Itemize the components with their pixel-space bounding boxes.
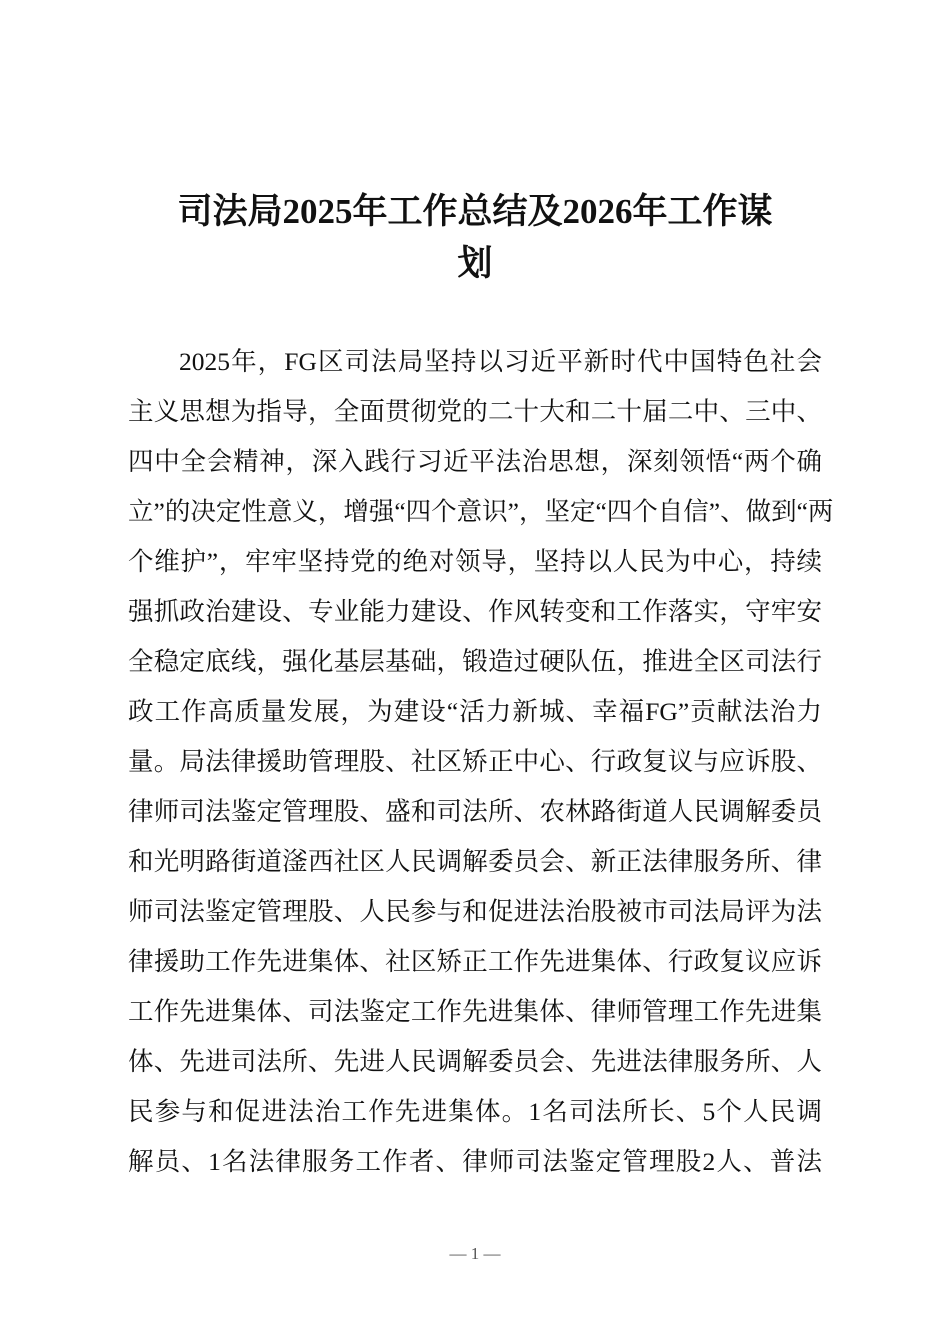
paragraph-line: 主义思想为指导，全面贯彻党的二十大和二十届二中、三中、	[128, 397, 822, 426]
paragraph-line: 强抓政治建设、专业能力建设、作风转变和工作落实，守牢安	[128, 597, 822, 626]
paragraph-line: 师司法鉴定管理股、人民参与和促进法治股被市司法局评为法	[128, 897, 822, 926]
page-number: — 1 —	[449, 1244, 501, 1263]
document-title-line-2: 划	[457, 244, 493, 283]
document-title-line-1: 司法局2025年工作总结及2026年工作谋	[177, 192, 773, 231]
paragraph-line: 个维护”，牢牢坚持党的绝对领导，坚持以人民为中心，持续	[128, 547, 822, 576]
paragraph-line: 民参与和促进法治工作先进集体。1名司法所长、5个人民调	[128, 1097, 822, 1126]
paragraph-line: 和光明路街道滏西社区人民调解委员会、新正法律服务所、律	[128, 847, 822, 876]
paragraph-line: 2025年，FG区司法局坚持以习近平新时代中国特色社会	[179, 347, 822, 376]
paragraph-line: 量。局法律援助管理股、社区矫正中心、行政复议与应诉股、	[128, 747, 822, 776]
paragraph-line: 立”的决定性意义，增强“四个意识”，坚定“四个自信”、做到“两	[128, 497, 834, 526]
paragraph-line: 律师司法鉴定管理股、盛和司法所、农林路街道人民调解委员	[128, 797, 822, 826]
body-paragraph	[128, 337, 834, 1187]
paragraph-line: 解员、1名法律服务工作者、律师司法鉴定管理股2人、普法	[128, 1147, 822, 1176]
paragraph-line: 四中全会精神，深入践行习近平法治思想，深刻领悟“两个确	[128, 447, 822, 476]
paragraph-line: 体、先进司法所、先进人民调解委员会、先进法律服务所、人	[128, 1047, 822, 1076]
paragraph-line: 工作先进集体、司法鉴定工作先进集体、律师管理工作先进集	[128, 997, 822, 1026]
paragraph-line: 政工作高质量发展，为建设“活力新城、幸福FG”贡献法治力	[128, 697, 822, 726]
paragraph-line: 全稳定底线，强化基层基础，锻造过硬队伍，推进全区司法行	[128, 647, 822, 676]
paragraph-line: 律援助工作先进集体、社区矫正工作先进集体、行政复议应诉	[128, 947, 822, 976]
